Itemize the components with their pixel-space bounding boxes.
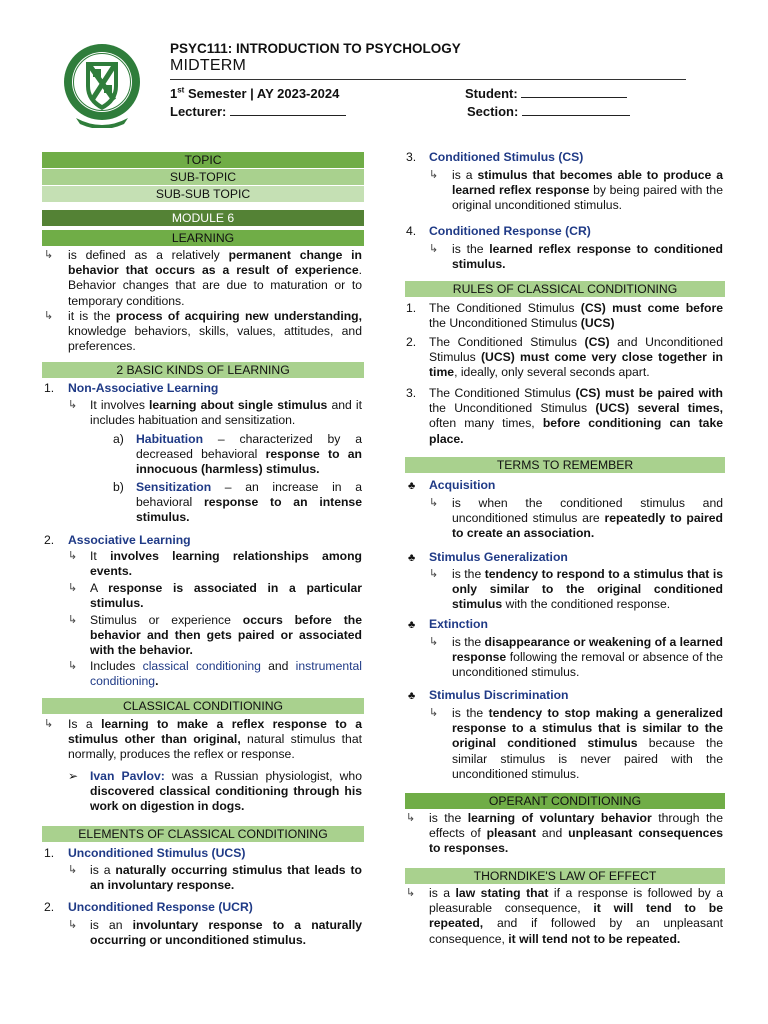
rules-heading: RULES OF CLASSICAL CONDITIONING (405, 281, 725, 297)
learning-definition-1: is defined as a relatively permanent change in behavior that occurs as a result of experience. Behavior changes that are due to maturation or to temporary conditions. (68, 248, 362, 308)
extinction-title: Extinction (429, 617, 488, 631)
header-rule (170, 79, 686, 80)
operant-heading: OPERANT CONDITIONING (405, 793, 725, 809)
list-number: 3. (406, 150, 417, 164)
club-suit-icon: ♣ (408, 690, 416, 702)
associative-point-4: Includes classical conditioning and instrumental conditioning. (90, 659, 362, 689)
non-associative-desc: It involves learning about single stimulus and it includes habituation and sensitization. (90, 398, 362, 428)
rule-3: The Conditioned Stimulus (CS) must be paired with the Unconditioned Stimulus (UCS) several times, often many times, before conditioning can take place. (429, 386, 724, 446)
habituation-item: Habituation – characterized by a decreased behavioral response to an innocuous (harmless) stimulus. (136, 432, 362, 477)
associative-point-2: A response is associated in a particular stimulus. (90, 581, 363, 611)
arrowhead-icon: ➢ (68, 769, 79, 783)
list-number: 2. (406, 335, 417, 349)
legend-topic: TOPIC (42, 152, 364, 168)
legend-subtopic: SUB-TOPIC (42, 169, 364, 185)
arrow-return-icon: ↳ (68, 550, 78, 562)
classical-conditioning-heading: CLASSICAL CONDITIONING (42, 698, 364, 714)
arrow-return-icon: ↳ (429, 568, 439, 580)
basic-kinds-heading: 2 BASIC KINDS OF LEARNING (42, 362, 364, 378)
club-suit-icon: ♣ (408, 552, 416, 564)
discrimination-desc: is the tendency to stop making a generalized response to a stimulus that is similar to the original conditioned stimulus because the similar stimulus is never paired with the unconditioned stimulus. (452, 706, 723, 781)
cs-desc: is a stimulus that becomes able to produce a learned reflex response by being paired with the original unconditioned stimulus. (452, 168, 724, 213)
course-title: PSYC111: INTRODUCTION TO PSYCHOLOGY (170, 41, 461, 56)
arrow-return-icon: ↳ (44, 249, 54, 261)
rule-2: The Conditioned Stimulus (CS) and Unconditioned Stimulus (UCS) must come very close together in time, ideally, only several seconds apart. (429, 335, 723, 380)
arrow-return-icon: ↳ (429, 243, 439, 255)
list-number: 2. (44, 533, 55, 547)
module-heading: MODULE 6 (42, 210, 364, 226)
semester-label: 1st Semester | AY 2023-2024 (170, 85, 340, 101)
arrow-return-icon: ↳ (44, 310, 54, 322)
classical-definition: Is a learning to make a reflex response to a stimulus other than original, natural stimulus that normally, produces the reflex or response. (68, 717, 362, 762)
arrow-return-icon: ↳ (429, 707, 439, 719)
student-field: Student: (465, 86, 627, 101)
arrow-return-icon: ↳ (68, 582, 78, 594)
associative-point-3: Stimulus or experience occurs before the behavior and then gets paired or associated with the behavior. (90, 613, 362, 658)
acquisition-desc: is when the conditioned stimulus and unconditioned stimulus are repeatedly to paired to create an association. (452, 496, 723, 541)
club-suit-icon: ♣ (408, 480, 416, 492)
cr-title: Conditioned Response (CR) (429, 224, 591, 238)
arrow-return-icon: ↳ (68, 864, 78, 876)
arrow-return-icon: ↳ (68, 614, 78, 626)
terms-heading: TERMS TO REMEMBER (405, 457, 725, 473)
list-letter: b) (113, 480, 124, 494)
lecturer-field: Lecturer: (170, 104, 346, 119)
rule-1: The Conditioned Stimulus (CS) must come before the Unconditioned Stimulus (UCS) (429, 301, 723, 331)
arrow-return-icon: ↳ (68, 660, 78, 672)
list-number: 3. (406, 386, 417, 400)
operant-definition: is the learning of voluntary behavior through the effects of pleasant and unpleasant consequences to responses. (429, 811, 723, 856)
arrow-return-icon: ↳ (44, 718, 54, 730)
generalization-desc: is the tendency to respond to a stimulus that is only similar to the original conditioned stimulus with the conditioned response. (452, 567, 723, 612)
arrow-return-icon: ↳ (429, 497, 439, 509)
university-seal-logo (62, 40, 142, 128)
pavlov-note: Ivan Pavlov: was a Russian physiologist, who discovered classical conditioning through his work on digestion in dogs. (90, 769, 362, 814)
legend-subsubtopic: SUB-SUB TOPIC (42, 186, 364, 202)
ucs-title: Unconditioned Stimulus (UCS) (68, 846, 246, 860)
ucr-desc: is an involuntary response to a naturally occurring or unconditioned stimulus. (90, 918, 362, 948)
discrimination-title: Stimulus Discrimination (429, 688, 569, 702)
list-letter: a) (113, 432, 124, 446)
list-number: 4. (406, 224, 417, 238)
learning-definition-2: it is the process of acquiring new understanding, knowledge behaviors, skills, values, attitudes, and preferences. (68, 309, 362, 354)
cs-title: Conditioned Stimulus (CS) (429, 150, 584, 164)
arrow-return-icon: ↳ (429, 169, 439, 181)
ucs-desc: is a naturally occurring stimulus that leads to an involuntary response. (90, 863, 362, 893)
list-number: 1. (44, 846, 55, 860)
generalization-title: Stimulus Generalization (429, 550, 568, 564)
club-suit-icon: ♣ (408, 619, 416, 631)
non-associative-title: Non-Associative Learning (68, 381, 219, 395)
associative-title: Associative Learning (68, 533, 191, 547)
list-number: 1. (44, 381, 55, 395)
thorndike-definition: is a law stating that if a response is followed by a pleasurable consequence, it will tend to be repeated, and if followed by an unpleasant consequence, it will tend not to be repeated. (429, 886, 723, 946)
thorndike-heading: THORNDIKE'S LAW OF EFFECT (405, 868, 725, 884)
section-blank (522, 105, 630, 116)
ucr-title: Unconditioned Response (UCR) (68, 900, 253, 914)
section-field: Section: (467, 104, 630, 119)
arrow-return-icon: ↳ (68, 399, 78, 411)
arrow-return-icon: ↳ (406, 887, 416, 899)
associative-point-1: It involves learning relationships among events. (90, 549, 362, 579)
cr-desc: is the learned reflex response to conditioned stimulus. (452, 242, 723, 272)
acquisition-title: Acquisition (429, 478, 496, 492)
elements-heading: ELEMENTS OF CLASSICAL CONDITIONING (42, 826, 364, 842)
learning-heading: LEARNING (42, 230, 364, 246)
student-blank (521, 87, 627, 98)
arrow-return-icon: ↳ (68, 919, 78, 931)
lecturer-blank (230, 105, 346, 116)
list-number: 1. (406, 301, 417, 315)
extinction-desc: is the disappearance or weakening of a learned response following the removal or absence of the unconditioned stimulus. (452, 635, 723, 680)
list-number: 2. (44, 900, 55, 914)
exam-title: MIDTERM (170, 57, 247, 74)
arrow-return-icon: ↳ (406, 812, 416, 824)
sensitization-item: Sensitization – an increase in a behavioral response to an intense stimulus. (136, 480, 362, 525)
arrow-return-icon: ↳ (429, 636, 439, 648)
